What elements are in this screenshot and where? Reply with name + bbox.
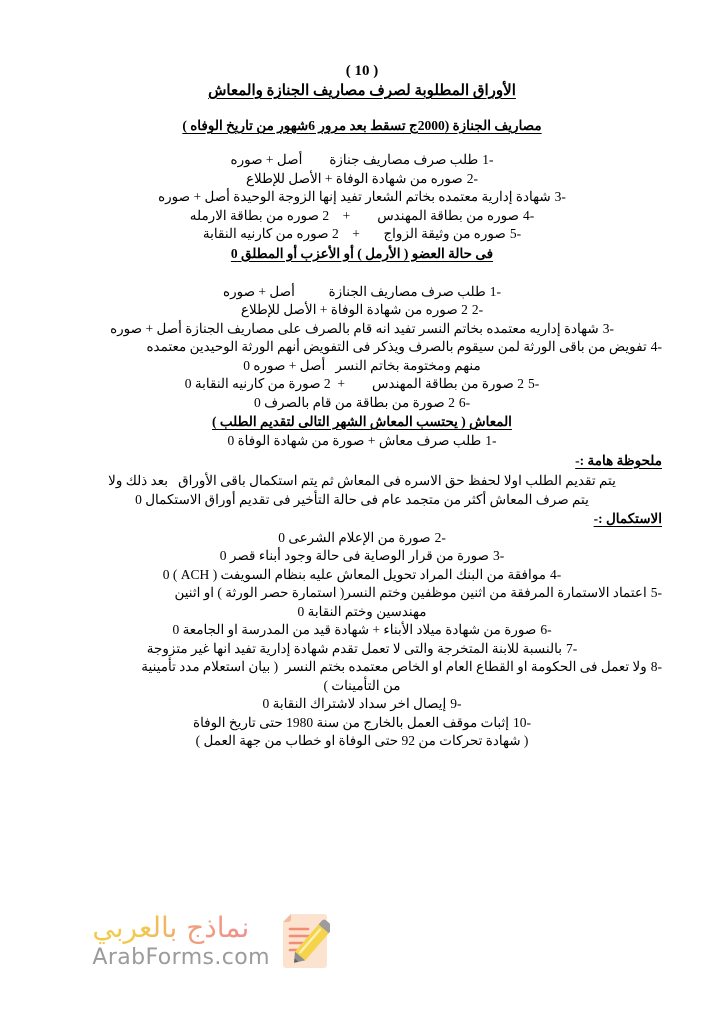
list-item xyxy=(62,640,662,659)
section-heading-completion: الاستكمال :- xyxy=(593,510,662,526)
spacer xyxy=(62,264,662,283)
list-item xyxy=(62,338,662,357)
list-item-number: 1- xyxy=(482,152,494,167)
list-item-text: شهادة إدارية معتمده بخاتم الشعار تفيد إنها الزوجة الوحيدة أصل + صوره xyxy=(158,189,551,204)
list-item-number: 5- xyxy=(650,585,662,600)
list-item xyxy=(62,225,662,244)
page-number: ( 10 ) xyxy=(345,63,379,79)
list-item xyxy=(62,547,662,566)
section-heading-funeral: مصاريف الجنازة (2000ج تسقط بعد مرور 6شهور من تاريخ الوفاه ) xyxy=(182,118,542,133)
list-item-text: 2 صورة من بطاقة من قام بالصرف 0 xyxy=(253,394,455,410)
list-item-number: 4- xyxy=(523,207,535,223)
list-item-number: 3- xyxy=(554,189,566,204)
list-item-text: إيصال اخر سداد لاشتراك النقابة 0 xyxy=(262,696,447,711)
logo-row xyxy=(30,912,330,970)
list-item-text: طلب صرف مصاريف الجنازة أصل + صوره xyxy=(223,283,486,299)
list-item-text: صوره من بطاقة المهندس + 2 صوره من بطاقة الارمله xyxy=(189,207,520,223)
list-item-text: صوره من وثيقة الزواج + 2 صوره من كارنيه النقابة xyxy=(202,226,506,241)
list-item-number: 2- xyxy=(466,170,479,186)
spacer xyxy=(62,136,662,151)
list-item-number: 2- xyxy=(471,302,484,317)
list-item-number: 1- xyxy=(485,433,497,448)
list-item xyxy=(62,714,662,733)
important-note-line-1: يتم تقديم الطلب اولا لحفظ حق الاسره فى المعاش ثم يتم استكمال باقى الأوراق بعد ذلك ولا xyxy=(108,472,616,488)
list-item xyxy=(62,584,662,603)
list-item-number: 9- xyxy=(450,696,462,711)
list-item-number: 4- xyxy=(650,339,662,354)
logo-arabic-text: نماذج بالعربي xyxy=(92,910,250,944)
list-item xyxy=(62,320,662,339)
list-item xyxy=(62,283,662,302)
spacer xyxy=(62,101,662,116)
list-item-text: صوره من شهادة الوفاة + الأصل للإطلاع xyxy=(245,170,463,186)
list-item-continuation: منهم ومختومة بخاتم النسر أصل + صوره 0 xyxy=(243,357,481,373)
list-item-text: شهادة إداريه معتمده بخاتم النسر تفيد انه قام بالصرف على مصاريف الجنازة أصل + صوره xyxy=(110,320,599,336)
list-item-number: 7- xyxy=(565,640,578,656)
list-item xyxy=(62,566,662,585)
list-item xyxy=(62,151,662,170)
list-item-text: 2 صورة من بطاقة المهندس + 2 صورة من كارنيه النقابة 0 xyxy=(184,376,524,391)
list-item-number: 4- xyxy=(549,566,562,582)
list-item-continuation: ( شهادة تحركات من 92 حتى الوفاة او خطاب من جهة العمل ) xyxy=(195,733,529,748)
list-item xyxy=(62,301,662,320)
list-item-number: 3- xyxy=(602,320,614,336)
list-item-number: 2- xyxy=(434,529,446,545)
logo-site-text: ArabForms.com xyxy=(92,944,270,970)
list-item xyxy=(62,394,662,413)
list-item-number: 5- xyxy=(509,226,522,241)
list-item xyxy=(62,432,662,451)
important-note-line-2: يتم صرف المعاش أكثر من متجمد عام فى حالة التأخير فى تقديم أوراق الاستكمال 0 xyxy=(135,491,589,507)
list-item xyxy=(62,188,662,207)
section-heading-member-status: فى حالة العضو ( الأرمل ) أو الأعزب أو المطلق 0 xyxy=(230,245,494,261)
list-item xyxy=(62,170,662,189)
document-body xyxy=(62,62,662,751)
list-item xyxy=(62,621,662,640)
list-item-number: 1- xyxy=(489,283,501,299)
list-item-text: اعتماد الاستمارة المرفقة من اثنين موظفين وختم النسر( استمارة حصر الورثة ) او اثنين xyxy=(174,585,647,600)
document-pencil-icon xyxy=(278,912,330,970)
arabforms-logo xyxy=(30,912,330,998)
list-item xyxy=(62,375,662,394)
list-item-number: 10- xyxy=(513,714,532,730)
list-item-number: 6- xyxy=(458,394,471,410)
list-item-text: تفويض من باقى الورثة لمن سيقوم بالصرف ويذكر فى التفويض أنهم الورثة الوحيدين معتمده xyxy=(146,339,647,354)
section-heading-important-note: ملحوظة هامة :- xyxy=(575,452,662,468)
list-item-text: موافقة من البنك المراد تحويل المعاش عليه بنظام السويفت ( ACH ) 0 xyxy=(162,566,546,582)
list-item-continuation: مهندسين وختم النقابة 0 xyxy=(297,603,427,619)
list-item-number: 3- xyxy=(493,548,505,563)
list-item-text: صورة من قرار الوصاية فى حالة وجود أبناء قصر 0 xyxy=(219,548,490,563)
list-item-text: 2 صوره من شهادة الوفاة + الأصل للإطلاع xyxy=(240,302,468,317)
list-item-text: إثبات موقف العمل بالخارج من سنة 1980 حتى تاريخ الوفاة xyxy=(193,714,510,730)
list-item-text: طلب صرف مصاريف جنازة أصل + صوره xyxy=(230,152,479,167)
list-item xyxy=(62,695,662,714)
list-item-text: صورة من الإعلام الشرعى 0 xyxy=(278,529,431,545)
list-item-number: 6- xyxy=(540,622,552,637)
list-item-number: 5- xyxy=(528,376,540,391)
list-item-text: طلب صرف معاش + صورة من شهادة الوفاة 0 xyxy=(227,433,482,448)
list-item-text: ولا تعمل فى الحكومة او القطاع العام او الخاص معتمده بختم النسر ( بيان استعلام مدد تأمينية xyxy=(141,659,647,674)
section-heading-pension: المعاش ( يحتسب المعاش الشهر التالى لتقديم الطلب ) xyxy=(212,414,512,429)
page-title: الأوراق المطلوبة لصرف مصاريف الجنازة والمعاش xyxy=(208,83,516,99)
list-item xyxy=(62,658,662,677)
list-item-continuation: من التأمينات ) xyxy=(323,677,401,693)
list-item xyxy=(62,207,662,226)
logo-wordmark xyxy=(92,910,270,970)
list-item-text: بالنسبة للابنة المتخرجة والتى لا تعمل تقدم شهادة إدارية تفيد انها غير متزوجة xyxy=(146,640,562,656)
list-item xyxy=(62,529,662,548)
list-item-text: صورة من شهادة ميلاد الأبناء + شهادة قيد من المدرسة او الجامعة 0 xyxy=(172,622,537,637)
list-item-number: 8- xyxy=(650,659,662,674)
